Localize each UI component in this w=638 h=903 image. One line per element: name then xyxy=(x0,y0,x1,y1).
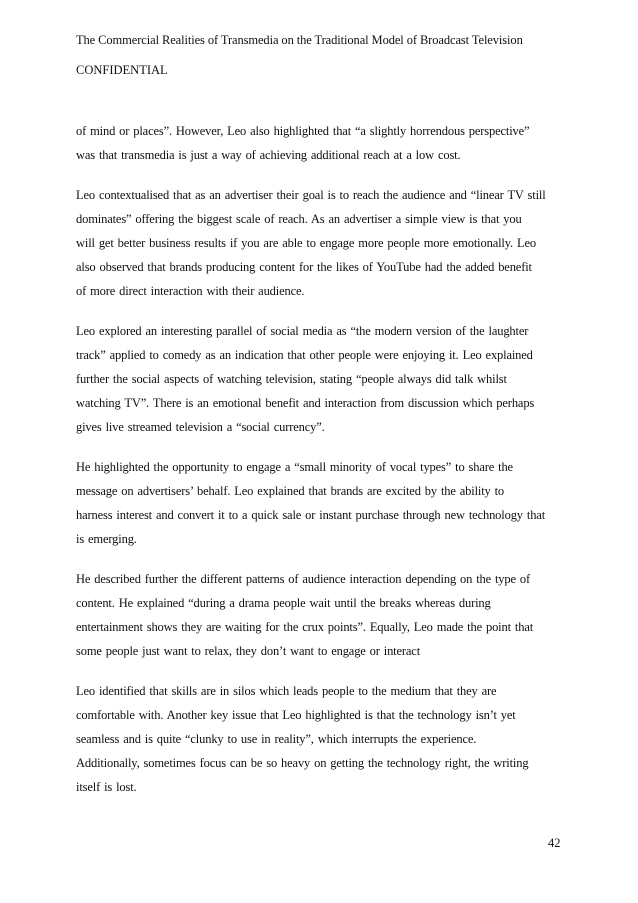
text-line: entertainment shows they are waiting for the crux points”. Equally, Leo made the point that xyxy=(76,620,534,634)
paragraph xyxy=(76,567,566,663)
text-line: He described further the different patterns of audience interaction depending on the type of xyxy=(76,572,530,586)
text-line: Leo contextualised that as an advertiser their goal is to reach the audience and “linear TV still xyxy=(76,188,546,202)
text-line: dominates” offering the biggest scale of reach. As an advertiser a simple view is that you xyxy=(76,212,522,226)
text-line: Leo explored an interesting parallel of social media as “the modern version of the laughter xyxy=(76,324,529,338)
paragraph xyxy=(76,119,566,167)
body-text xyxy=(76,119,566,815)
text-line: some people just want to relax, they don’t want to engage or interact xyxy=(76,644,421,658)
text-line: of more direct interaction with their audience. xyxy=(76,284,305,298)
paragraph xyxy=(76,319,566,439)
confidential-label: CONFIDENTIAL xyxy=(76,63,168,77)
text-line: gives live streamed television a “social currency”. xyxy=(76,420,325,434)
paragraph xyxy=(76,455,566,551)
text-line: itself is lost. xyxy=(76,780,137,794)
text-line: is emerging. xyxy=(76,532,137,546)
page-number: 42 xyxy=(548,836,561,850)
text-line: harness interest and convert it to a quick sale or instant purchase through new technology that xyxy=(76,508,546,522)
text-line: Leo identified that skills are in silos which leads people to the medium that they are xyxy=(76,684,497,698)
text-line: further the social aspects of watching television, stating “people always did talk whilst xyxy=(76,372,507,386)
text-line: Additionally, sometimes focus can be so heavy on getting the technology right, the writing xyxy=(76,756,529,770)
text-line: watching TV”. There is an emotional benefit and interaction from discussion which perhaps xyxy=(76,396,535,410)
text-line: seamless and is quite “clunky to use in reality”, which interrupts the experience. xyxy=(76,732,477,746)
text-line: track” applied to comedy as an indication that other people were enjoying it. Leo explained xyxy=(76,348,533,362)
text-line: will get better business results if you are able to engage more people more emotionally. Leo xyxy=(76,236,536,250)
text-line: also observed that brands producing content for the likes of YouTube had the added benefit xyxy=(76,260,532,274)
text-line: content. He explained “during a drama people wait until the breaks whereas during xyxy=(76,596,491,610)
text-line: comfortable with. Another key issue that Leo highlighted is that the technology isn’t yet xyxy=(76,708,516,722)
paragraph xyxy=(76,183,566,303)
text-line: of mind or places”. However, Leo also highlighted that “a slightly horrendous perspective” xyxy=(76,124,530,138)
text-line: was that transmedia is just a way of achieving additional reach at a low cost. xyxy=(76,148,461,162)
paragraph xyxy=(76,679,566,799)
running-header-title: The Commercial Realities of Transmedia on the Traditional Model of Broadcast Television xyxy=(76,33,523,47)
text-line: message on advertisers’ behalf. Leo explained that brands are excited by the ability to xyxy=(76,484,505,498)
text-line: He highlighted the opportunity to engage a “small minority of vocal types” to share the xyxy=(76,460,513,474)
